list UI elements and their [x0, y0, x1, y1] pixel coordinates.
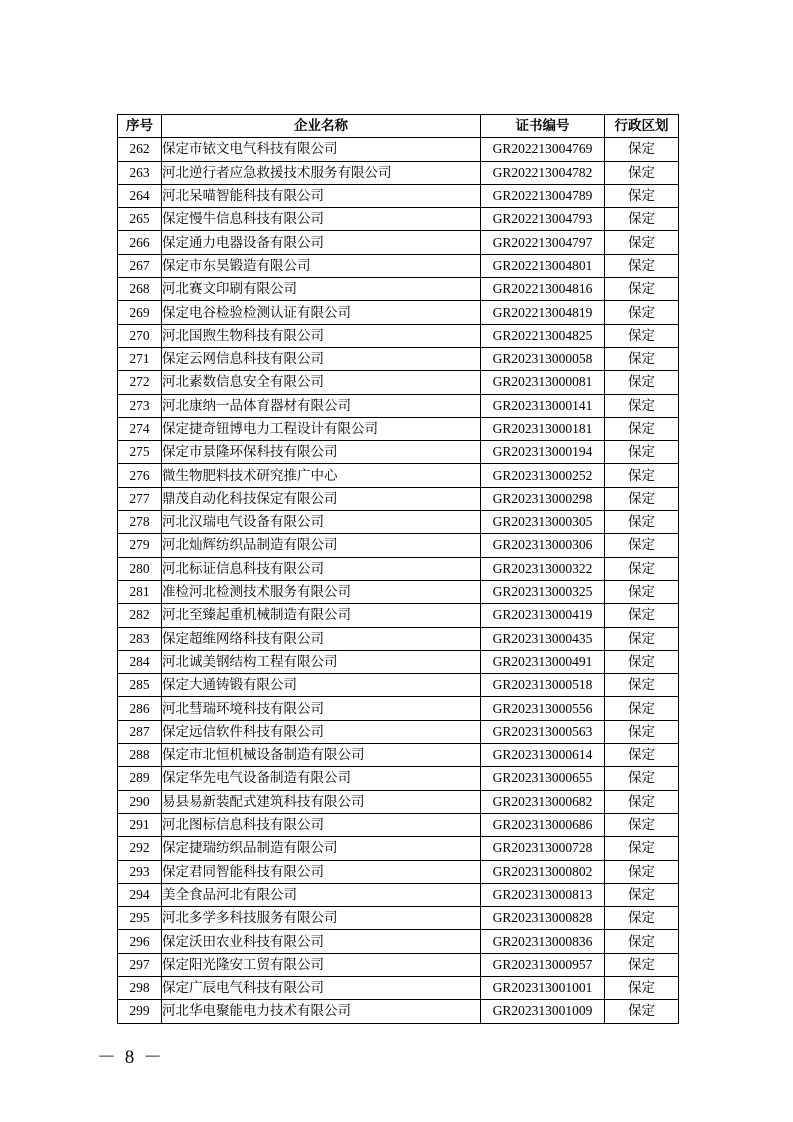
cell-region: 保定: [605, 1000, 679, 1023]
cell-certificate-number: GR202213004819: [481, 301, 605, 324]
cell-company-name: 保定沃田农业科技有限公司: [162, 930, 481, 953]
cell-certificate-number: GR202313000836: [481, 930, 605, 953]
cell-company-name: 河北汉瑞电气设备有限公司: [162, 511, 481, 534]
cell-serial-number: 291: [118, 813, 162, 836]
cell-serial-number: 282: [118, 604, 162, 627]
cell-region: 保定: [605, 883, 679, 906]
cell-certificate-number: GR202313000556: [481, 697, 605, 720]
cell-certificate-number: GR202213004769: [481, 138, 605, 161]
table-row: [118, 464, 679, 487]
cell-company-name: 保定慢牛信息科技有限公司: [162, 208, 481, 231]
cell-company-name: 河北标证信息科技有限公司: [162, 557, 481, 580]
table-row: [118, 184, 679, 207]
cell-company-name: 河北灿辉纺织品制造有限公司: [162, 534, 481, 557]
cell-certificate-number: GR202213004793: [481, 208, 605, 231]
cell-region: 保定: [605, 254, 679, 277]
table-row: [118, 883, 679, 906]
table-row: [118, 324, 679, 347]
cell-serial-number: 288: [118, 744, 162, 767]
table-row: [118, 278, 679, 301]
cell-serial-number: 299: [118, 1000, 162, 1023]
cell-certificate-number: GR202313000252: [481, 464, 605, 487]
cell-serial-number: 267: [118, 254, 162, 277]
table-row: [118, 231, 679, 254]
cell-certificate-number: GR202313000298: [481, 487, 605, 510]
cell-company-name: 保定市东昊锻造有限公司: [162, 254, 481, 277]
cell-region: 保定: [605, 860, 679, 883]
cell-region: 保定: [605, 231, 679, 254]
cell-region: 保定: [605, 604, 679, 627]
cell-certificate-number: GR202313000682: [481, 790, 605, 813]
table-row: [118, 534, 679, 557]
cell-company-name: 保定市铱文电气科技有限公司: [162, 138, 481, 161]
cell-region: 保定: [605, 394, 679, 417]
cell-company-name: 保定大通铸锻有限公司: [162, 674, 481, 697]
cell-certificate-number: GR202313000563: [481, 720, 605, 743]
table-row: [118, 650, 679, 673]
cell-certificate-number: GR202213004782: [481, 161, 605, 184]
header-region: 行政区划: [605, 115, 679, 138]
cell-company-name: 微生物肥料技术研究推广中心: [162, 464, 481, 487]
cell-certificate-number: GR202313000435: [481, 627, 605, 650]
table-row: [118, 930, 679, 953]
cell-company-name: 保定通力电器设备有限公司: [162, 231, 481, 254]
table-row: [118, 953, 679, 976]
cell-serial-number: 269: [118, 301, 162, 324]
company-table: [117, 114, 679, 1024]
cell-company-name: 易县易新装配式建筑科技有限公司: [162, 790, 481, 813]
cell-serial-number: 275: [118, 441, 162, 464]
cell-region: 保定: [605, 790, 679, 813]
cell-region: 保定: [605, 184, 679, 207]
header-certificate-number: 证书编号: [481, 115, 605, 138]
cell-company-name: 保定市景隆环保科技有限公司: [162, 441, 481, 464]
table-row: [118, 976, 679, 999]
cell-region: 保定: [605, 464, 679, 487]
cell-company-name: 保定华先电气设备制造有限公司: [162, 767, 481, 790]
cell-company-name: 保定广辰电气科技有限公司: [162, 976, 481, 999]
cell-region: 保定: [605, 720, 679, 743]
cell-certificate-number: GR202313000306: [481, 534, 605, 557]
cell-company-name: 准检河北检测技术服务有限公司: [162, 580, 481, 603]
table-row: [118, 347, 679, 370]
cell-company-name: 河北诚美钢结构工程有限公司: [162, 650, 481, 673]
cell-certificate-number: GR202313000802: [481, 860, 605, 883]
table-row: [118, 580, 679, 603]
cell-region: 保定: [605, 534, 679, 557]
cell-company-name: 保定超维网络科技有限公司: [162, 627, 481, 650]
cell-company-name: 保定市北恒机械设备制造有限公司: [162, 744, 481, 767]
cell-certificate-number: GR202313000686: [481, 813, 605, 836]
cell-company-name: 河北图标信息科技有限公司: [162, 813, 481, 836]
table-row: [118, 604, 679, 627]
cell-company-name: 河北康纳一品体育器材有限公司: [162, 394, 481, 417]
cell-serial-number: 284: [118, 650, 162, 673]
cell-serial-number: 285: [118, 674, 162, 697]
table-row: [118, 417, 679, 440]
cell-serial-number: 292: [118, 837, 162, 860]
cell-region: 保定: [605, 371, 679, 394]
cell-certificate-number: GR202313000813: [481, 883, 605, 906]
cell-region: 保定: [605, 953, 679, 976]
cell-company-name: 美全食品河北有限公司: [162, 883, 481, 906]
table-row: [118, 441, 679, 464]
cell-serial-number: 297: [118, 953, 162, 976]
cell-certificate-number: GR202313000419: [481, 604, 605, 627]
cell-certificate-number: GR202313000305: [481, 511, 605, 534]
table-row: [118, 301, 679, 324]
cell-serial-number: 294: [118, 883, 162, 906]
cell-serial-number: 295: [118, 907, 162, 930]
table-row: [118, 161, 679, 184]
cell-certificate-number: GR202313000655: [481, 767, 605, 790]
cell-company-name: 保定远信软件科技有限公司: [162, 720, 481, 743]
cell-serial-number: 286: [118, 697, 162, 720]
cell-serial-number: 287: [118, 720, 162, 743]
cell-certificate-number: GR202313000081: [481, 371, 605, 394]
cell-serial-number: 281: [118, 580, 162, 603]
cell-serial-number: 263: [118, 161, 162, 184]
cell-region: 保定: [605, 627, 679, 650]
cell-region: 保定: [605, 907, 679, 930]
cell-region: 保定: [605, 301, 679, 324]
cell-company-name: 保定云网信息科技有限公司: [162, 347, 481, 370]
cell-serial-number: 290: [118, 790, 162, 813]
cell-company-name: 保定捷瑞纺织品制造有限公司: [162, 837, 481, 860]
cell-serial-number: 278: [118, 511, 162, 534]
cell-region: 保定: [605, 930, 679, 953]
cell-region: 保定: [605, 138, 679, 161]
cell-serial-number: 277: [118, 487, 162, 510]
header-serial-number: 序号: [118, 115, 162, 138]
table-row: [118, 394, 679, 417]
table-row: [118, 138, 679, 161]
header-company-name: 企业名称: [162, 115, 481, 138]
cell-company-name: 河北赛文印刷有限公司: [162, 278, 481, 301]
cell-certificate-number: GR202313001009: [481, 1000, 605, 1023]
table-row: [118, 837, 679, 860]
cell-certificate-number: GR202313000181: [481, 417, 605, 440]
cell-region: 保定: [605, 813, 679, 836]
cell-region: 保定: [605, 557, 679, 580]
cell-company-name: 河北呆喵智能科技有限公司: [162, 184, 481, 207]
cell-company-name: 河北素数信息安全有限公司: [162, 371, 481, 394]
table-body: [118, 138, 679, 1023]
cell-serial-number: 270: [118, 324, 162, 347]
table-row: [118, 767, 679, 790]
cell-company-name: 鼎茂自动化科技保定有限公司: [162, 487, 481, 510]
cell-certificate-number: GR202213004797: [481, 231, 605, 254]
cell-certificate-number: GR202313001001: [481, 976, 605, 999]
cell-region: 保定: [605, 580, 679, 603]
cell-serial-number: 283: [118, 627, 162, 650]
cell-company-name: 保定阳光隆安工贸有限公司: [162, 953, 481, 976]
cell-certificate-number: GR202313000325: [481, 580, 605, 603]
cell-company-name: 河北国煦生物科技有限公司: [162, 324, 481, 347]
cell-certificate-number: GR202213004801: [481, 254, 605, 277]
cell-certificate-number: GR202313000957: [481, 953, 605, 976]
cell-region: 保定: [605, 441, 679, 464]
table-row: [118, 744, 679, 767]
cell-certificate-number: GR202313000614: [481, 744, 605, 767]
table-row: [118, 557, 679, 580]
cell-company-name: 河北逆行者应急救援技术服务有限公司: [162, 161, 481, 184]
cell-company-name: 河北彗瑞环境科技有限公司: [162, 697, 481, 720]
table-row: [118, 254, 679, 277]
cell-company-name: 保定电谷检验检测认证有限公司: [162, 301, 481, 324]
cell-certificate-number: GR202313000058: [481, 347, 605, 370]
table-row: [118, 371, 679, 394]
cell-serial-number: 280: [118, 557, 162, 580]
cell-certificate-number: GR202213004789: [481, 184, 605, 207]
cell-region: 保定: [605, 976, 679, 999]
cell-region: 保定: [605, 650, 679, 673]
table-row: [118, 813, 679, 836]
table-header-row: [118, 115, 679, 138]
cell-serial-number: 293: [118, 860, 162, 883]
cell-serial-number: 276: [118, 464, 162, 487]
cell-region: 保定: [605, 487, 679, 510]
cell-serial-number: 289: [118, 767, 162, 790]
cell-certificate-number: GR202313000322: [481, 557, 605, 580]
table-row: [118, 208, 679, 231]
cell-region: 保定: [605, 674, 679, 697]
cell-serial-number: 298: [118, 976, 162, 999]
cell-region: 保定: [605, 324, 679, 347]
cell-certificate-number: GR202313000518: [481, 674, 605, 697]
table-row: [118, 907, 679, 930]
cell-serial-number: 272: [118, 371, 162, 394]
table-row: [118, 697, 679, 720]
cell-certificate-number: GR202313000491: [481, 650, 605, 673]
cell-certificate-number: GR202213004816: [481, 278, 605, 301]
table-row: [118, 790, 679, 813]
cell-company-name: 保定捷奇钮博电力工程设计有限公司: [162, 417, 481, 440]
table-row: [118, 627, 679, 650]
cell-region: 保定: [605, 417, 679, 440]
table-row: [118, 860, 679, 883]
cell-region: 保定: [605, 278, 679, 301]
cell-region: 保定: [605, 511, 679, 534]
cell-region: 保定: [605, 347, 679, 370]
cell-serial-number: 265: [118, 208, 162, 231]
cell-certificate-number: GR202213004825: [481, 324, 605, 347]
table-row: [118, 674, 679, 697]
cell-certificate-number: GR202313000194: [481, 441, 605, 464]
cell-serial-number: 266: [118, 231, 162, 254]
table-row: [118, 487, 679, 510]
table-row: [118, 1000, 679, 1023]
cell-serial-number: 273: [118, 394, 162, 417]
cell-company-name: 保定君同智能科技有限公司: [162, 860, 481, 883]
cell-region: 保定: [605, 208, 679, 231]
cell-company-name: 河北华电聚能电力技术有限公司: [162, 1000, 481, 1023]
table-row: [118, 720, 679, 743]
page-number: － 8 －: [97, 1047, 165, 1068]
cell-region: 保定: [605, 697, 679, 720]
cell-company-name: 河北多学多科技服务有限公司: [162, 907, 481, 930]
cell-serial-number: 279: [118, 534, 162, 557]
cell-serial-number: 271: [118, 347, 162, 370]
cell-company-name: 河北至臻起重机械制造有限公司: [162, 604, 481, 627]
cell-serial-number: 262: [118, 138, 162, 161]
cell-certificate-number: GR202313000728: [481, 837, 605, 860]
cell-certificate-number: GR202313000141: [481, 394, 605, 417]
cell-region: 保定: [605, 161, 679, 184]
cell-region: 保定: [605, 744, 679, 767]
cell-serial-number: 264: [118, 184, 162, 207]
cell-serial-number: 296: [118, 930, 162, 953]
cell-certificate-number: GR202313000828: [481, 907, 605, 930]
cell-region: 保定: [605, 837, 679, 860]
cell-serial-number: 268: [118, 278, 162, 301]
cell-serial-number: 274: [118, 417, 162, 440]
table-row: [118, 511, 679, 534]
cell-region: 保定: [605, 767, 679, 790]
